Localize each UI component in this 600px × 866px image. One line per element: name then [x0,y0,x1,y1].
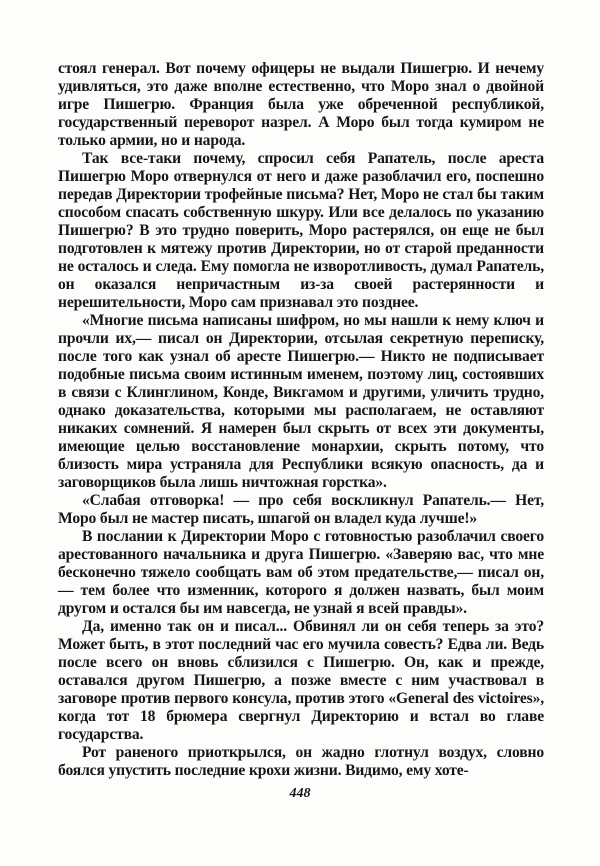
paragraph-7: Рот раненого приоткрылся, он жадно глотнул воздух, словно боялся упустить последние крохи жизни. Видимо, ему хоте- [58,744,544,779]
paragraph-3: «Многие письма написаны шифром, но мы нашли к нему ключ и прочли их,— писал он Директории, отсылая секретную переписку, после того как узнал об аресте Пишегрю.— Никто не подписывает подобные письма своим истинным именем, поэтому лиц, состоявших в связи с Клинглином, Конде, Викгамом и другими, уличить трудно, однако доказательства, которыми мы располагаем, не оставляют никаких сомнений. Я намерен был скрыть от всех эти документы, имеющие целью восстановление монархии, скрыть потому, что близость мира устраняла для Республики всякую опасность, да и заговорщиков была лишь ничтожная горстка». [58,312,544,491]
paragraph-5: В послании к Директории Моро с готовностью разоблачил своего арестованного начальника и друга Пишегрю. «Заверяю вас, что мне бесконечно тяжело сообщать вам об этом предательстве,— писал он,— тем более что изменник, которого я должен назвать, был моим другом и остался бы им навсегда, не узнай я всей правды». [58,528,544,617]
paragraph-4: «Слабая отговорка! — про себя воскликнул Рапатель.— Нет, Моро был не мастер писать, шпагой он владел куда лучше!» [58,492,544,527]
paragraph-1: стоял генерал. Вот почему офицеры не выдали Пишегрю. И нечему удивляться, это даже вполне естественно, что Моро знал о двойной игре Пишегрю. Франция была уже обреченной республикой, государственный переворот назрел. А Моро был тогда кумиром не только армии, но и народа. [58,60,544,149]
page-text [58,60,544,780]
paragraph-6: Да, именно так он и писал... Обвинял ли он себя теперь за это? Может быть, в этот последний час его мучила совесть? Едва ли. Ведь после всего он вновь сблизился с Пишегрю. Он, как и прежде, оставался другом Пишегрю, а позже вместе с ним участвовал в заговоре против первого консула, против этого «General des victoires», когда тот 18 брюмера свергнул Директорию и встал во главе государства. [58,618,544,743]
paragraph-2: Так все-таки почему, спросил себя Рапатель, после ареста Пишегрю Моро отвернулся от него и даже разоблачил его, поспешно передав Директории трофейные письма? Нет, Моро не стал бы таким способом спасать собственную шкуру. Или все делалось по указанию Пишегрю? В это трудно поверить, Моро растерялся, он еще не был подготовлен к мятежу против Директории, но от старой преданности не осталось и следа. Ему помогла не изворотливость, думал Рапатель, он оказался непричастным из-за своей растерянности и нерешительности, Моро сам признавал это позднее. [58,150,544,311]
page-number: 448 [289,786,311,801]
